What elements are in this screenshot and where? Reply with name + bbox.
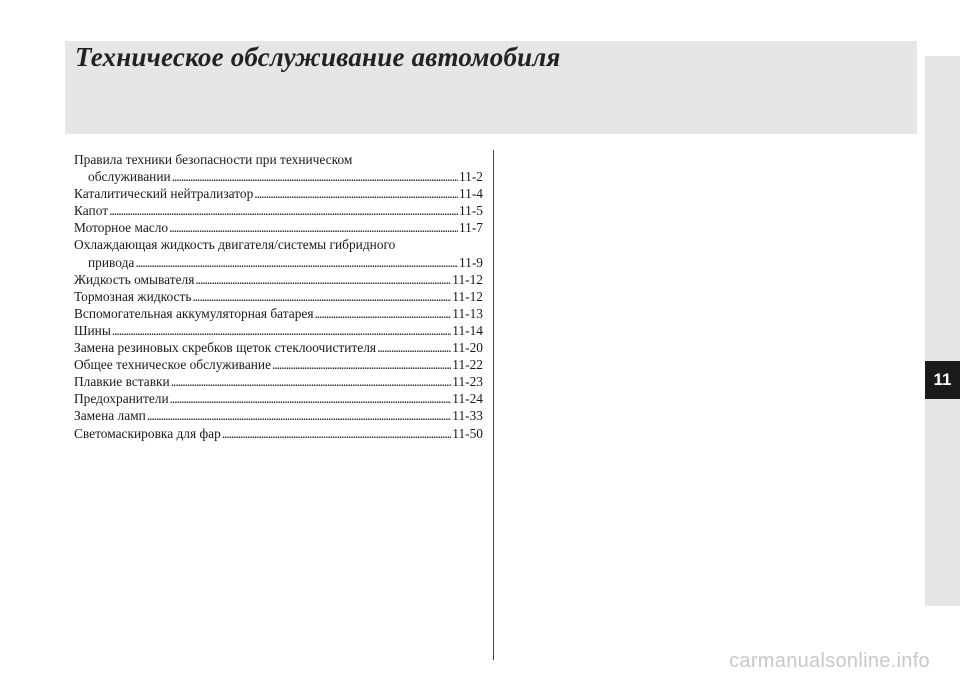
toc-entry-title: Плавкие вставки	[74, 374, 170, 390]
toc-entry[interactable]	[74, 339, 483, 356]
toc-dot-leader	[192, 288, 451, 305]
toc-entry[interactable]	[74, 288, 483, 305]
chapter-title: Техническое обслуживание автомобиля	[75, 42, 561, 72]
toc-page-number: 11-12	[452, 288, 483, 304]
toc-dot-leader	[147, 407, 451, 424]
toc-page-number: 11-2	[458, 169, 483, 185]
toc-page-number: 11-13	[452, 305, 483, 321]
toc-page-number: 11-7	[458, 220, 483, 236]
toc-entry-title: Жидкость омывателя	[74, 271, 195, 287]
toc-entry-title: Капот	[74, 203, 109, 219]
side-index-strip	[925, 56, 960, 606]
toc-dot-leader	[112, 322, 451, 339]
toc-dot-leader	[170, 390, 452, 407]
toc-dot-leader	[315, 305, 452, 322]
toc-dot-leader	[171, 373, 452, 390]
toc-entry[interactable]	[74, 373, 483, 390]
toc-dot-leader	[195, 271, 451, 288]
toc-entry[interactable]	[74, 219, 483, 236]
toc-entry-title: Замена ламп	[74, 408, 146, 424]
toc-entry-title: привода	[88, 254, 135, 270]
toc-page-number: 11-14	[452, 322, 483, 338]
toc-entry-title: Общее техническое обслуживание	[74, 357, 272, 373]
toc-entry-title: обслуживании	[88, 169, 171, 185]
toc-page-number: 11-50	[452, 425, 483, 441]
toc-entry[interactable]	[74, 356, 483, 373]
toc-entry[interactable]	[74, 407, 483, 424]
toc-page-number: 11-4	[458, 186, 483, 202]
watermark: carmanualsonline.info	[729, 650, 930, 672]
toc-page-number: 11-12	[452, 271, 483, 287]
toc-entry-title-line: Правила техники безопасности при техническом	[74, 152, 353, 167]
chapter-number: 11	[933, 370, 952, 389]
column-divider	[493, 150, 494, 660]
toc-entry-title-line: Охлаждающая жидкость двигателя/системы гибридного	[74, 237, 396, 253]
toc-entry-title: Замена резиновых скребков щеток стеклоочистителя	[74, 340, 377, 356]
toc-entry[interactable]	[74, 236, 483, 270]
toc-dot-leader	[272, 356, 451, 373]
toc-page-number: 11-24	[452, 391, 483, 407]
toc-entry[interactable]	[74, 425, 483, 442]
toc-entry[interactable]	[74, 390, 483, 407]
toc-entry-title: Светомаскировка для фар	[74, 425, 221, 441]
toc-page-number: 11-20	[452, 340, 483, 356]
table-of-contents	[74, 151, 483, 442]
toc-dot-leader	[169, 219, 458, 236]
toc-page-number: 11-23	[452, 374, 483, 390]
toc-entry-title: Предохранители	[74, 391, 169, 407]
toc-entry[interactable]	[74, 271, 483, 288]
toc-entry-title: Моторное масло	[74, 220, 169, 236]
toc-entry-title: Вспомогательная аккумуляторная батарея	[74, 305, 314, 321]
toc-page-number: 11-9	[458, 254, 483, 270]
toc-entry-title: Каталитический нейтрализатор	[74, 186, 254, 202]
toc-page-number: 11-33	[452, 408, 483, 424]
toc-entry[interactable]	[74, 185, 483, 202]
toc-entry[interactable]	[74, 151, 483, 185]
toc-dot-leader	[254, 185, 458, 202]
toc-entry-title: Шины	[74, 322, 111, 338]
toc-entry[interactable]	[74, 322, 483, 339]
chapter-tab[interactable]	[925, 361, 960, 399]
toc-page-number: 11-5	[458, 203, 483, 219]
toc-page-number: 11-22	[452, 357, 483, 373]
toc-dot-leader	[172, 168, 458, 185]
toc-entry[interactable]	[74, 305, 483, 322]
toc-entry-title: Тормозная жидкость	[74, 288, 192, 304]
toc-dot-leader	[109, 202, 458, 219]
toc-entry[interactable]	[74, 202, 483, 219]
toc-dot-leader	[135, 254, 458, 271]
toc-dot-leader	[377, 339, 451, 356]
toc-dot-leader	[222, 425, 451, 442]
